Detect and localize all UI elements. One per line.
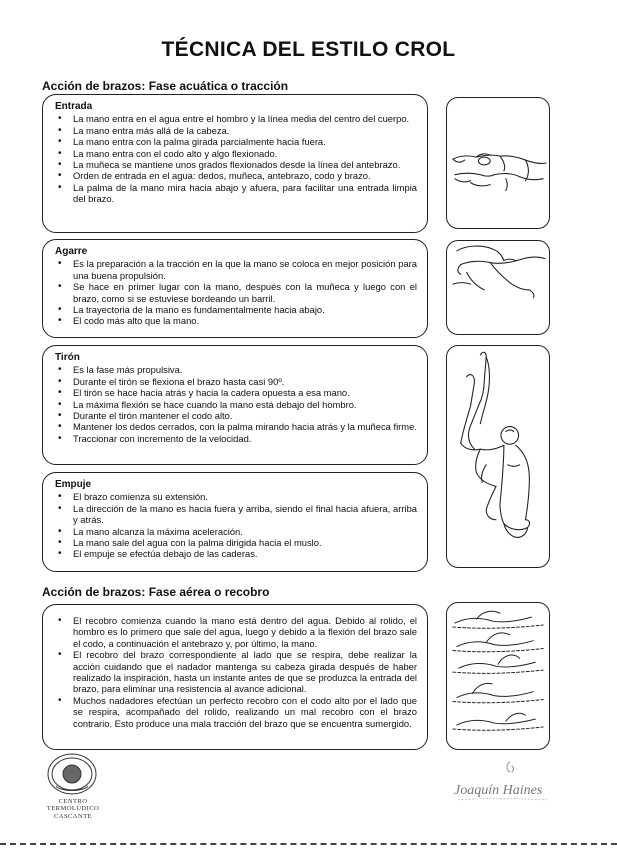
box-heading: Tirón: [55, 352, 80, 363]
list-item: • Traccionar con incremento de la velocidad.: [73, 433, 417, 444]
list-item: • El codo más alto que la mano.: [73, 315, 417, 326]
list-item: • Es la preparación a la tracción en la que la mano se coloca en mejor posición para una buena propulsión.: [73, 258, 417, 281]
signature-text: Joaquín Haines: [454, 783, 543, 798]
box-empuje: [42, 472, 428, 572]
bullet-list: [55, 491, 417, 559]
box-agarre: [42, 239, 428, 338]
swimmer-pull-push-drawing: [447, 346, 549, 567]
list-item: • La mano sale del agua con la palma dirigida hacia el muslo.: [73, 537, 417, 548]
list-item: • La palma de la mano mira hacia abajo y afuera, para facilitar una entrada limpia del brazo.: [73, 182, 417, 205]
list-item: • La mano entra más allá de la cabeza.: [73, 125, 417, 136]
illustration-agarre: [446, 240, 550, 335]
section-heading-traccion: Acción de brazos: Fase acuática o tracción: [42, 79, 289, 93]
illustration-tiron-empuje: [446, 345, 550, 568]
bullet-list: [55, 258, 417, 326]
centro-termoludico-logo: [44, 752, 100, 798]
list-item: • La máxima flexión se hace cuando la mano está debajo del hombro.: [73, 399, 417, 410]
list-item: • La mano entra con la palma girada parcialmente hacia fuera.: [73, 136, 417, 147]
logo-caption-line: CENTRO: [58, 798, 88, 805]
list-item: • La mano entra con el codo alto y algo flexionado.: [73, 148, 417, 159]
box-heading: Empuje: [55, 479, 92, 490]
signature: [452, 756, 552, 812]
swimmer-catch-drawing: [447, 241, 549, 334]
box-recobro: [42, 604, 428, 750]
swimmer-entry-drawing: [447, 98, 549, 228]
list-item: • La mano alcanza la máxima aceleración.: [73, 526, 417, 537]
bullet-list: [55, 113, 417, 204]
illustration-recobro: [446, 602, 550, 750]
logo-caption-line: CASCANTE: [53, 812, 92, 820]
list-item: • Durante el tirón mantener el codo alto.: [73, 410, 417, 421]
box-tiron: [42, 345, 428, 465]
list-item: • El recobro del brazo correspondiente al lado que se respira, debe realizar la acción cuidando que el nadador mantenga su cabeza girada después de haber realizado la inspiración, hasta un instante antes de que se produzca la entrada del brazo, para eliminar una resistencia al avance adicional.: [73, 649, 417, 695]
list-item: • Durante el tirón se flexiona el brazo hasta casi 90º.: [73, 376, 417, 387]
box-entrada: [42, 94, 428, 233]
box-heading: Entrada: [55, 101, 93, 112]
list-item: • La muñeca se mantiene unos grados flexionados desde la línea del antebrazo.: [73, 159, 417, 170]
list-item: • Es la fase más propulsiva.: [73, 364, 417, 375]
list-item: • Muchos nadadores efectúan un perfecto recobro con el codo alto por el lado que se respira, acompañado del rolido, realizando un mal recobro con el brazo contrario. Esto produce una mala tracción del brazo que se encuentra sumergido.: [73, 695, 417, 729]
list-item: • Mantener los dedos cerrados, con la palma mirando hacia atrás y la muñeca firme.: [73, 421, 417, 432]
bottom-scan-border: [0, 843, 617, 845]
page-title: TÉCNICA DEL ESTILO CROL: [161, 38, 456, 61]
list-item: • Orden de entrada en el agua: dedos, muñeca, antebrazo, codo y brazo.: [73, 170, 417, 181]
illustration-entrada: [446, 97, 550, 229]
list-item: • El recobro comienza cuando la mano está dentro del agua. Debido al rolido, el hombro es lo primero que sale del agua, luego y debido a la flexión del brazo sale el codo, a continuación el antebrazo y, por último, la mano.: [73, 615, 417, 649]
swimmer-recovery-sequence-drawing: [447, 603, 549, 749]
section-heading-recobro: Acción de brazos: Fase aérea o recobro: [42, 585, 270, 599]
bullet-list: [55, 615, 417, 729]
list-item: • La dirección de la mano es hacia fuera y arriba, siendo el final hacia afuera, arriba y atrás.: [73, 503, 417, 526]
box-heading: Agarre: [55, 246, 88, 257]
list-item: • Se hace en primer lugar con la mano, después con la muñeca y luego con el brazo, como si se estuviese bordeando un barril.: [73, 281, 417, 304]
list-item: • El tirón se hace hacia atrás y hacia la cadera opuesta a esa mano.: [73, 387, 417, 398]
logo-caption-line: TERMOLÚDICO: [46, 805, 100, 813]
list-item: • La mano entra en el agua entre el hombro y la línea media del centro del cuerpo.: [73, 113, 417, 124]
list-item: • La trayectoria de la mano es fundamentalmente hacia abajo.: [73, 304, 417, 315]
list-item: • El empuje se efectúa debajo de las caderas.: [73, 548, 417, 559]
logo-caption: [40, 798, 106, 820]
list-item: • El brazo comienza su extensión.: [73, 491, 417, 502]
bullet-list: [55, 364, 417, 444]
